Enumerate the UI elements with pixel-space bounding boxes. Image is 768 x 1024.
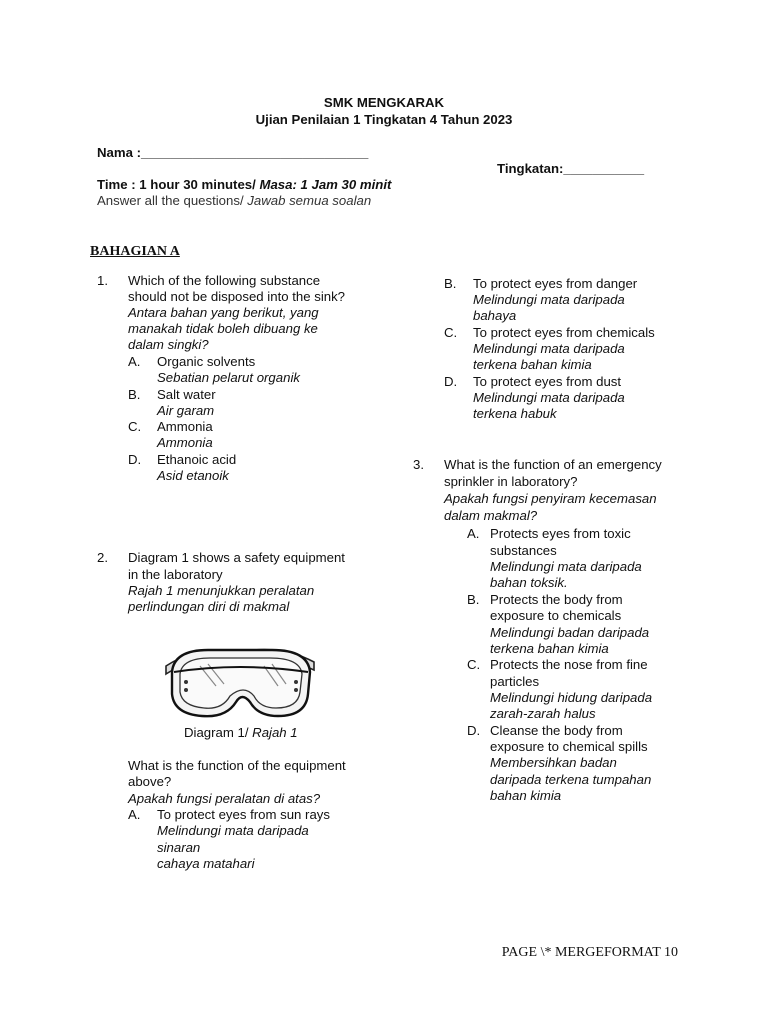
q2-option-en: To protect eyes from chemicals	[473, 325, 655, 340]
q2-option-ms: terkena bahan kimia	[473, 357, 592, 372]
q2-question-line: above?	[128, 774, 172, 789]
q2-stem-line: Diagram 1 shows a safety equipment	[128, 550, 345, 565]
q3-option-en: Cleanse the body from	[490, 723, 623, 738]
caption-en: Diagram 1/	[184, 725, 253, 740]
q1-stem-ms-line: manakah tidak boleh dibuang ke	[128, 321, 318, 336]
q2-option-letter: A.	[128, 807, 141, 822]
q1-option-ms: Asid etanoik	[157, 468, 229, 483]
q1-stem-line: Which of the following substance	[128, 273, 321, 288]
class-field-label: Tingkatan:___________	[497, 161, 645, 176]
q3-option-en: exposure to chemicals	[490, 608, 622, 623]
q2-stem-ms-line: perlindungan diri di makmal	[128, 599, 290, 614]
exam-title: Ujian Penilaian 1 Tingkatan 4 Tahun 2023	[255, 112, 513, 127]
q2-option-ms: Melindungi mata daripada	[473, 292, 625, 307]
instruction-ms: Jawab semua soalan	[247, 193, 372, 208]
q3-option-en: Protects eyes from toxic	[490, 526, 631, 541]
q3-option-ms: bahan toksik.	[490, 575, 568, 590]
instruction-en: Answer all the questions/	[97, 193, 248, 208]
q2-stem-line: in the laboratory	[128, 567, 223, 582]
q2-option-letter: B.	[444, 276, 457, 291]
q1-stem-ms-line: dalam singki?	[128, 337, 209, 352]
q3-option-ms: Melindungi mata daripada	[490, 559, 642, 574]
q3-option-letter: A.	[467, 526, 480, 541]
q2-option-en: To protect eyes from dust	[473, 374, 622, 389]
q2-option-ms: Melindungi mata daripada	[473, 390, 625, 405]
q3-number: 3.	[413, 457, 424, 472]
q1-option-en: Ammonia	[157, 419, 213, 434]
q1-option-en: Salt water	[157, 387, 216, 402]
page-footer: PAGE \* MERGEFORMAT 10	[501, 945, 678, 960]
safety-goggles-icon	[160, 636, 320, 724]
time-en: Time : 1 hour 30 minutes/	[97, 177, 260, 192]
q2-option-ms: cahaya matahari	[157, 856, 255, 871]
q2-option-ms: Melindungi mata daripada	[157, 823, 309, 838]
q3-option-ms: bahan kimia	[490, 788, 562, 803]
section-title: BAHAGIAN A	[90, 244, 180, 259]
q3-option-ms: terkena bahan kimia	[490, 641, 609, 656]
q3-option-ms: Melindungi badan daripada	[490, 625, 650, 640]
q3-option-letter: D.	[467, 723, 481, 738]
q1-option-letter: D.	[128, 452, 142, 467]
q1-number: 1.	[97, 273, 108, 288]
q1-stem-ms-line: Antara bahan yang berikut, yang	[128, 305, 319, 320]
name-field-label: Nama :_______________________________	[97, 145, 369, 160]
q3-option-letter: B.	[467, 592, 480, 607]
q3-option-en: exposure to chemical spills	[490, 739, 648, 754]
q2-option-en: To protect eyes from danger	[473, 276, 638, 291]
q1-option-en: Ethanoic acid	[157, 452, 237, 467]
q3-stem-ms-line: Apakah fungsi penyiram kecemasan	[444, 491, 657, 506]
school-name: SMK MENGKARAK	[323, 95, 445, 110]
q3-stem-ms-line: dalam makmal?	[444, 508, 538, 523]
q2-option-letter: C.	[444, 325, 458, 340]
q2-question-line: What is the function of the equipment	[128, 758, 346, 773]
q1-option-ms: Sebatian pelarut organik	[157, 370, 300, 385]
q3-option-en: Protects the nose from fine	[490, 657, 648, 672]
q2-number: 2.	[97, 550, 108, 565]
q3-option-ms: zarah-zarah halus	[490, 706, 596, 721]
q3-option-en: particles	[490, 674, 540, 689]
q2-option-en: To protect eyes from sun rays	[157, 807, 330, 822]
q1-stem-line: should not be disposed into the sink?	[128, 289, 346, 304]
q2-option-letter: D.	[444, 374, 458, 389]
q2-option-ms: bahaya	[473, 308, 517, 323]
q3-option-ms: Membersihkan badan	[490, 755, 617, 770]
time-line	[97, 177, 391, 193]
q3-stem-line: sprinkler in laboratory?	[444, 474, 578, 489]
q3-stem-line: What is the function of an emergency	[444, 457, 662, 472]
caption-ms: Rajah 1	[252, 725, 298, 740]
q1-option-en: Organic solvents	[157, 354, 256, 369]
q2-stem-ms-line: Rajah 1 menunjukkan peralatan	[128, 583, 315, 598]
instruction-line	[97, 193, 371, 209]
q1-option-ms: Air garam	[157, 403, 215, 418]
time-ms: Masa: 1 Jam 30 minit	[259, 177, 392, 192]
q3-option-en: substances	[490, 543, 557, 558]
q2-option-ms: terkena habuk	[473, 406, 557, 421]
q2-option-ms: Melindungi mata daripada	[473, 341, 625, 356]
q1-option-letter: B.	[128, 387, 141, 402]
q3-option-ms: Melindungi hidung daripada	[490, 690, 653, 705]
q3-option-letter: C.	[467, 657, 481, 672]
q2-question-ms: Apakah fungsi peralatan di atas?	[128, 791, 321, 806]
diagram-caption	[184, 725, 298, 741]
q1-option-ms: Ammonia	[157, 435, 213, 450]
q3-option-ms: daripada terkena tumpahan	[490, 772, 652, 787]
q2-option-ms: sinaran	[157, 840, 201, 855]
q3-option-en: Protects the body from	[490, 592, 623, 607]
q1-option-letter: C.	[128, 419, 142, 434]
q1-option-letter: A.	[128, 354, 141, 369]
